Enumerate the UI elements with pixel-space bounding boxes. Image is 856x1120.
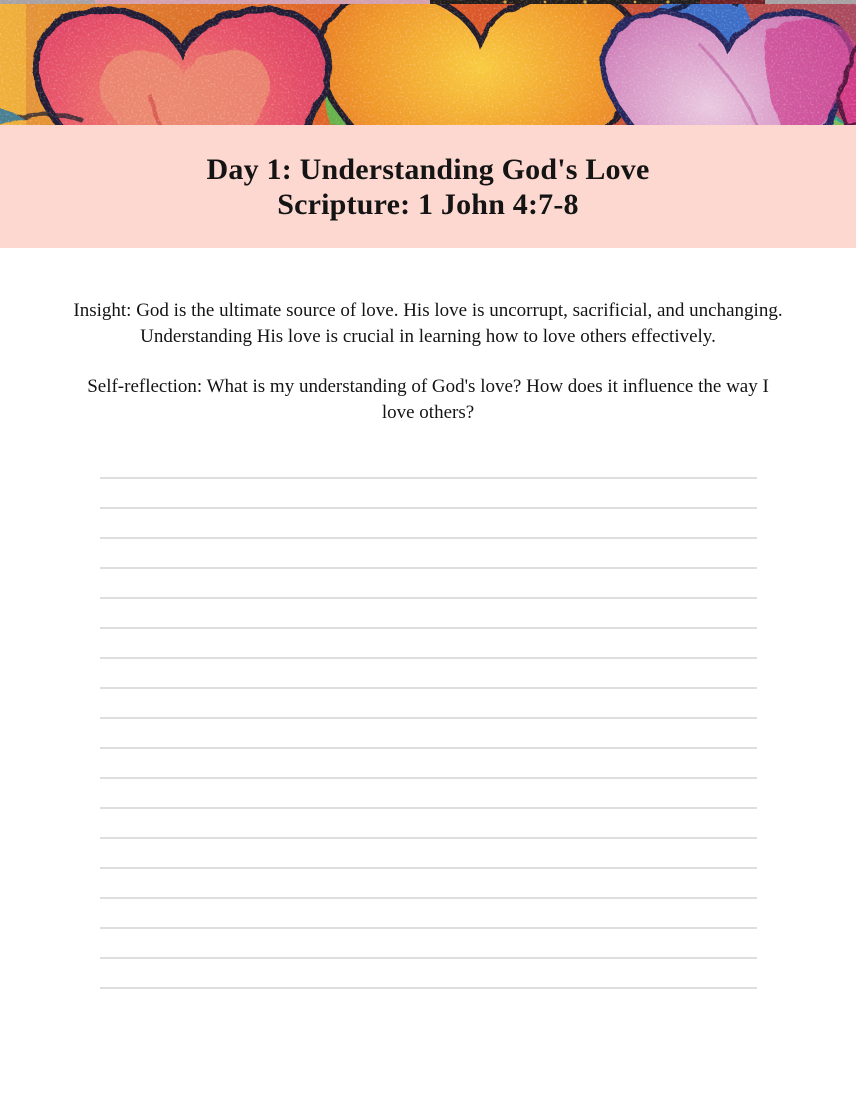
day-title: Day 1: Understanding God's Love [206,152,650,186]
writing-line [100,717,757,719]
scripture-reference: Scripture: 1 John 4:7-8 [277,187,579,221]
self-reflection-paragraph: Self-reflection: What is my understanding of God's love? How does it influence the way I love others? [87,376,769,423]
hearts-artwork-image [0,0,856,125]
writing-line [100,687,757,689]
header-artwork [0,0,856,125]
writing-line [100,507,757,509]
writing-line [100,957,757,959]
writing-line [100,567,757,569]
content-area [0,298,856,989]
writing-line [100,927,757,929]
journal-lines [100,477,757,989]
writing-line [100,837,757,839]
writing-line [100,747,757,749]
writing-line [100,627,757,629]
writing-line [100,537,757,539]
writing-line [100,657,757,659]
insight-paragraph: Insight: God is the ultimate source of love. His love is uncorrupt, sacrificial, and unchanging. Understanding His love is crucial in learning how to love others effectively. [73,300,783,347]
writing-line [100,807,757,809]
title-banner [0,125,856,248]
page-title [207,152,650,222]
writing-line [100,987,757,989]
writing-line [100,477,757,479]
writing-line [100,777,757,779]
writing-line [100,597,757,599]
writing-line [100,897,757,899]
writing-line [100,867,757,869]
